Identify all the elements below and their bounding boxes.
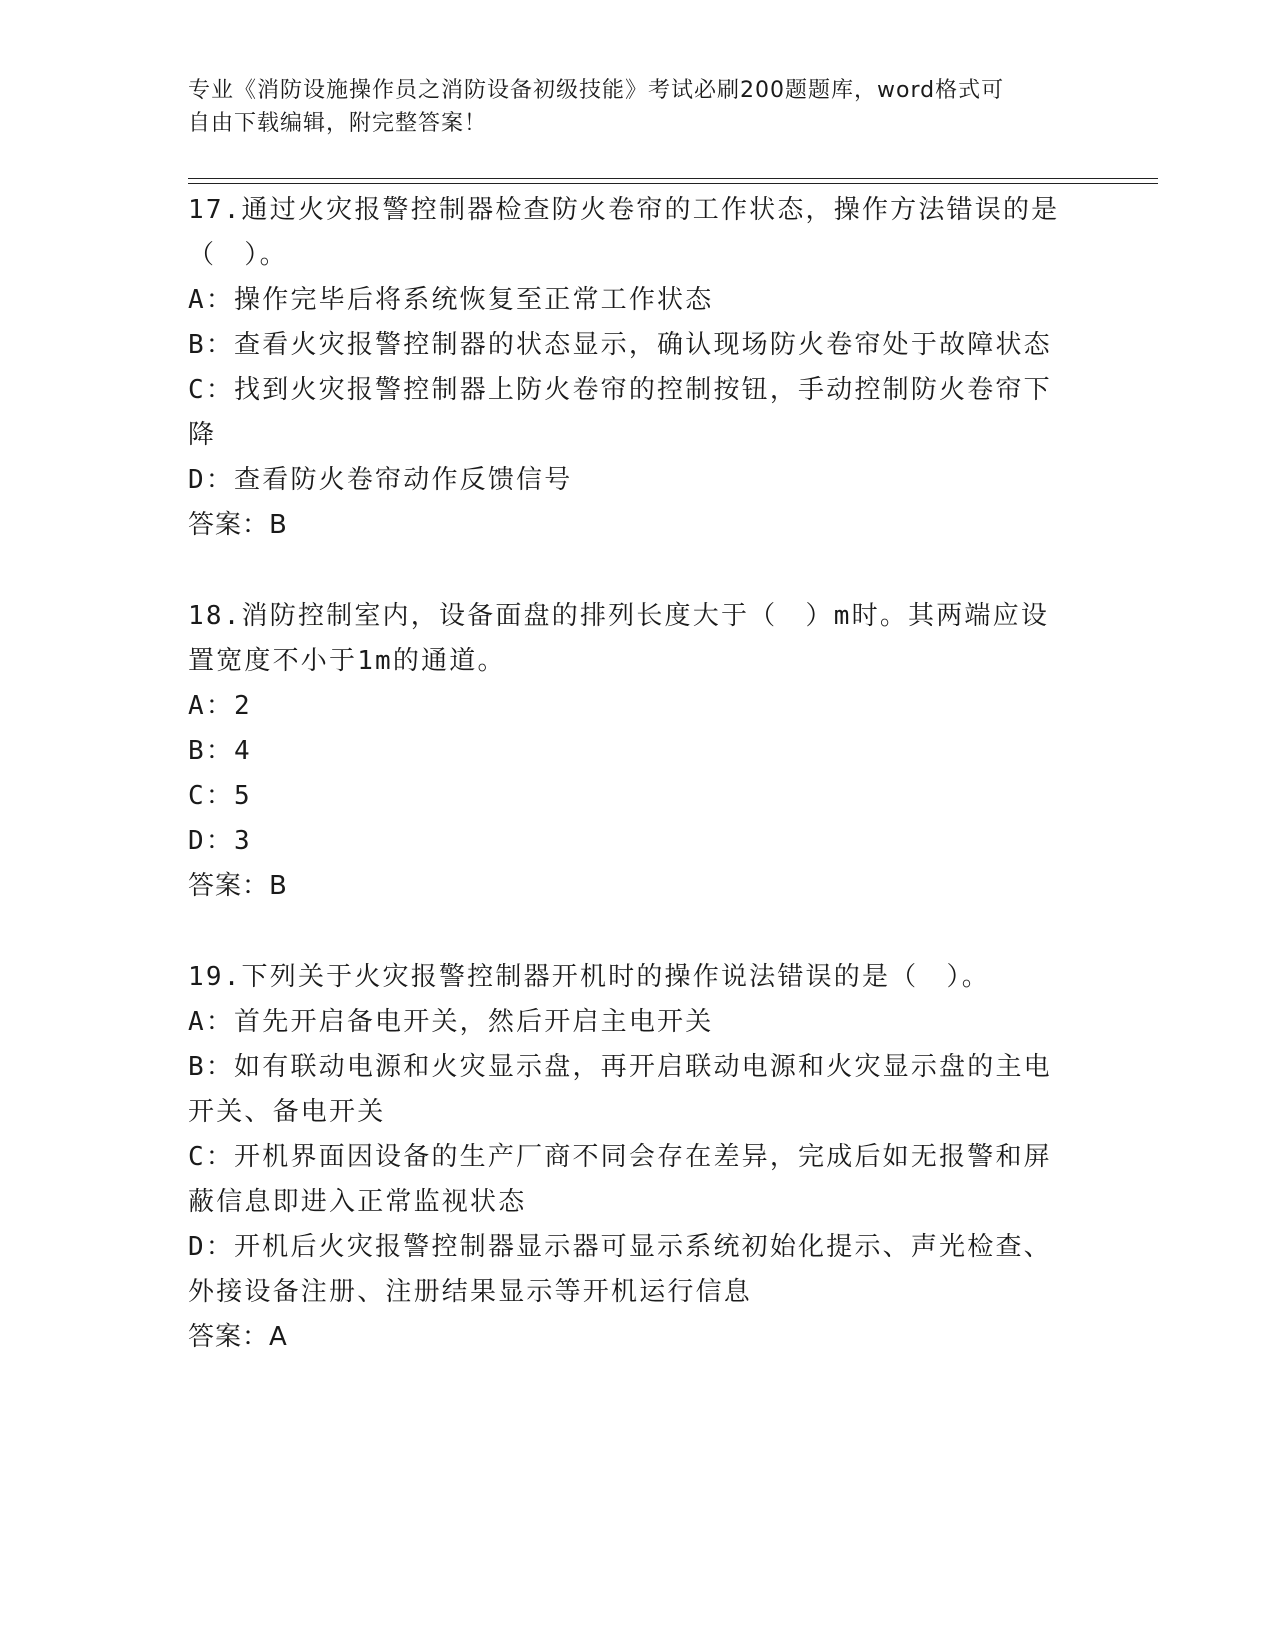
answer-line: 答案：B	[188, 871, 288, 901]
spacer	[188, 548, 1088, 594]
header-rule-bottom	[188, 183, 1158, 184]
option-a: A：2	[188, 691, 252, 721]
question-stem: 17.通过火灾报警控制器检查防火卷帘的工作状态，操作方法错误的是	[188, 195, 1060, 225]
option-d: D：3	[188, 826, 252, 856]
option-d: D：开机后火灾报警控制器显示器可显示系统初始化提示、声光检查、	[188, 1232, 1052, 1262]
question-stem-cont: （ ）。	[188, 240, 288, 270]
question-stem-cont: 置宽度不小于1m的通道。	[188, 646, 506, 676]
option-d-cont: 外接设备注册、注册结果显示等开机运行信息	[188, 1277, 753, 1307]
question-19	[188, 955, 1088, 1360]
option-b: B：查看火灾报警控制器的状态显示，确认现场防火卷帘处于故障状态	[188, 330, 1052, 360]
option-c: C：找到火灾报警控制器上防火卷帘的控制按钮，手动控制防火卷帘下	[188, 375, 1052, 405]
option-b: B：如有联动电源和火灾显示盘，再开启联动电源和火灾显示盘的主电	[188, 1052, 1052, 1082]
header-line-2: 自由下载编辑，附完整答案！	[188, 111, 488, 136]
question-18	[188, 594, 1088, 909]
option-b: B：4	[188, 736, 252, 766]
option-c: C：开机界面因设备的生产厂商不同会存在差异，完成后如无报警和屏	[188, 1142, 1052, 1172]
spacer	[188, 909, 1088, 955]
question-stem: 18.消防控制室内，设备面盘的排列长度大于（ ）m时。其两端应设	[188, 601, 1050, 631]
answer-line: 答案：A	[188, 1322, 288, 1352]
answer-line: 答案：B	[188, 510, 288, 540]
question-17	[188, 188, 1088, 548]
option-d: D：查看防火卷帘动作反馈信号	[188, 465, 573, 495]
option-c: C：5	[188, 781, 252, 811]
option-b-cont: 开关、备电开关	[188, 1097, 386, 1127]
question-list	[188, 188, 1088, 1360]
question-stem: 19.下列关于火灾报警控制器开机时的操作说法错误的是（ ）。	[188, 962, 990, 992]
option-c-cont: 蔽信息即进入正常监视状态	[188, 1187, 527, 1217]
page-header	[188, 74, 1068, 140]
option-c-cont: 降	[188, 420, 217, 450]
header-rule-top	[188, 178, 1158, 179]
header-line-1: 专业《消防设施操作员之消防设备初级技能》考试必刷200题题库，word格式可	[188, 78, 1005, 103]
option-a: A：操作完毕后将系统恢复至正常工作状态	[188, 285, 714, 315]
option-a: A：首先开启备电开关，然后开启主电开关	[188, 1007, 714, 1037]
